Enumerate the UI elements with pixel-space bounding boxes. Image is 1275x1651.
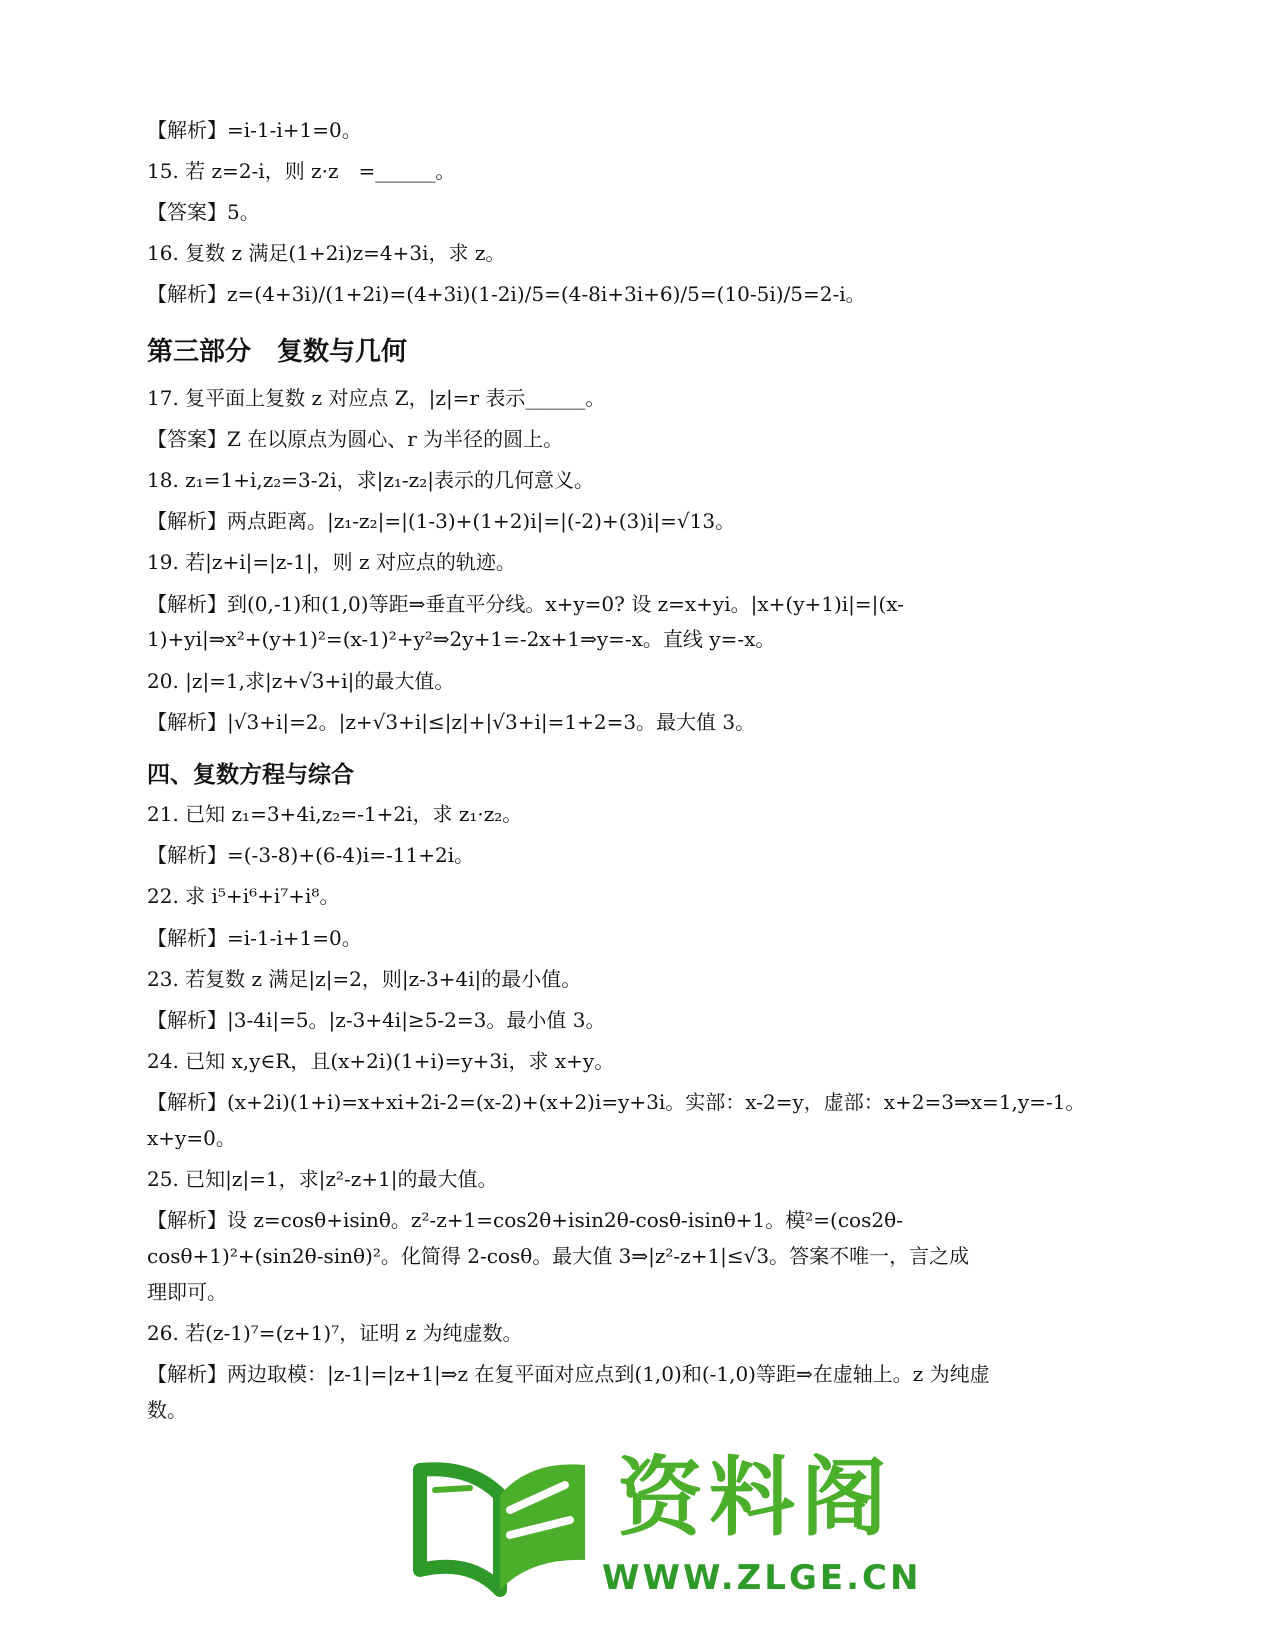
analysis-line: 【解析】两边取模：|z-1|=|z+1|⇒z 在复平面对应点到(1,0)和(-1,0)等距⇒在虚轴上。z 为纯虚 [147,1362,990,1386]
question-23: 23. 若复数 z 满足|z|=2，则|z-3+4i|的最小值。 [147,967,582,991]
analysis-line: 【解析】设 z=cosθ+isinθ。z²-z+1=cos2θ+isin2θ-cosθ-isinθ+1。模²=(cos2θ- [147,1208,903,1232]
analysis-line: 【解析】=i-1-i+1=0。 [147,118,362,142]
question-19: 19. 若|z+i|=|z-1|，则 z 对应点的轨迹。 [147,550,516,574]
question-16: 16. 复数 z 满足(1+2i)z=4+3i，求 z。 [147,241,506,265]
logo-url: WWW.ZLGE.CN [602,1558,922,1598]
analysis-line: 【解析】=i-1-i+1=0。 [147,926,362,950]
analysis-line-cont: 1)+yi|⇒x²+(y+1)²=(x-1)²+y²⇒2y+1=-2x+1⇒y=-x。直线 y=-x。 [147,627,776,651]
question-15: 15. 若 z=2-i，则 z·z =______。 [147,159,456,183]
question-17: 17. 复平面上复数 z 对应点 Z，|z|=r 表示______。 [147,386,606,410]
analysis-line: 【解析】到(0,-1)和(1,0)等距⇒垂直平分线。x+y=0? 设 z=x+yi。|x+(y+1)i|=|(x- [147,592,904,616]
analysis-line-cont: cosθ+1)²+(sin2θ-sinθ)²。化简得 2-cosθ。最大值 3⇒|z²-z+1|≤√3。答案不唯一，言之成 [147,1244,970,1268]
section-heading-part4: 四、复数方程与综合 [147,762,354,788]
question-24: 24. 已知 x,y∈R，且(x+2i)(1+i)=y+3i，求 x+y。 [147,1049,615,1073]
answer-line: 【答案】5。 [147,200,260,224]
analysis-line: 【解析】=(-3-8)+(6-4)i=-11+2i。 [147,843,475,867]
analysis-line: 【解析】|√3+i|=2。|z+√3+i|≤|z|+|√3+i|=1+2=3。最大值 3。 [147,710,756,734]
answer-line: 【答案】Z 在以原点为圆心、r 为半径的圆上。 [147,427,564,451]
book-logo-icon [400,1440,600,1600]
analysis-line-cont: x+y=0。 [147,1126,236,1150]
question-20: 20. |z|=1,求|z+√3+i|的最大值。 [147,669,455,693]
question-18: 18. z₁=1+i,z₂=3-2i，求|z₁-z₂|表示的几何意义。 [147,468,594,492]
analysis-line: 【解析】|3-4i|=5。|z-3+4i|≥5-2=3。最小值 3。 [147,1008,606,1032]
question-26: 26. 若(z-1)⁷=(z+1)⁷，证明 z 为纯虚数。 [147,1321,523,1345]
section-heading-part3: 第三部分 复数与几何 [147,337,408,367]
question-22: 22. 求 i⁵+i⁶+i⁷+i⁸。 [147,884,340,908]
question-25: 25. 已知|z|=1，求|z²-z+1|的最大值。 [147,1167,498,1191]
question-21: 21. 已知 z₁=3+4i,z₂=-1+2i，求 z₁·z₂。 [147,802,523,826]
analysis-line-cont: 理即可。 [147,1280,227,1304]
analysis-line: 【解析】两点距离。|z₁-z₂|=|(1-3)+(1+2)i|=|(-2)+(3)i|=√13。 [147,509,736,533]
analysis-line: 【解析】z=(4+3i)/(1+2i)=(4+3i)(1-2i)/5=(4-8i+3i+6)/5=(10-5i)/5=2-i。 [147,282,866,306]
analysis-line-cont: 数。 [147,1398,187,1422]
analysis-line: 【解析】(x+2i)(1+i)=x+xi+2i-2=(x-2)+(x+2)i=y+3i。实部：x-2=y，虚部：x+2=3⇒x=1,y=-1。 [147,1090,1086,1114]
logo-text: 资料阁 [617,1448,893,1548]
